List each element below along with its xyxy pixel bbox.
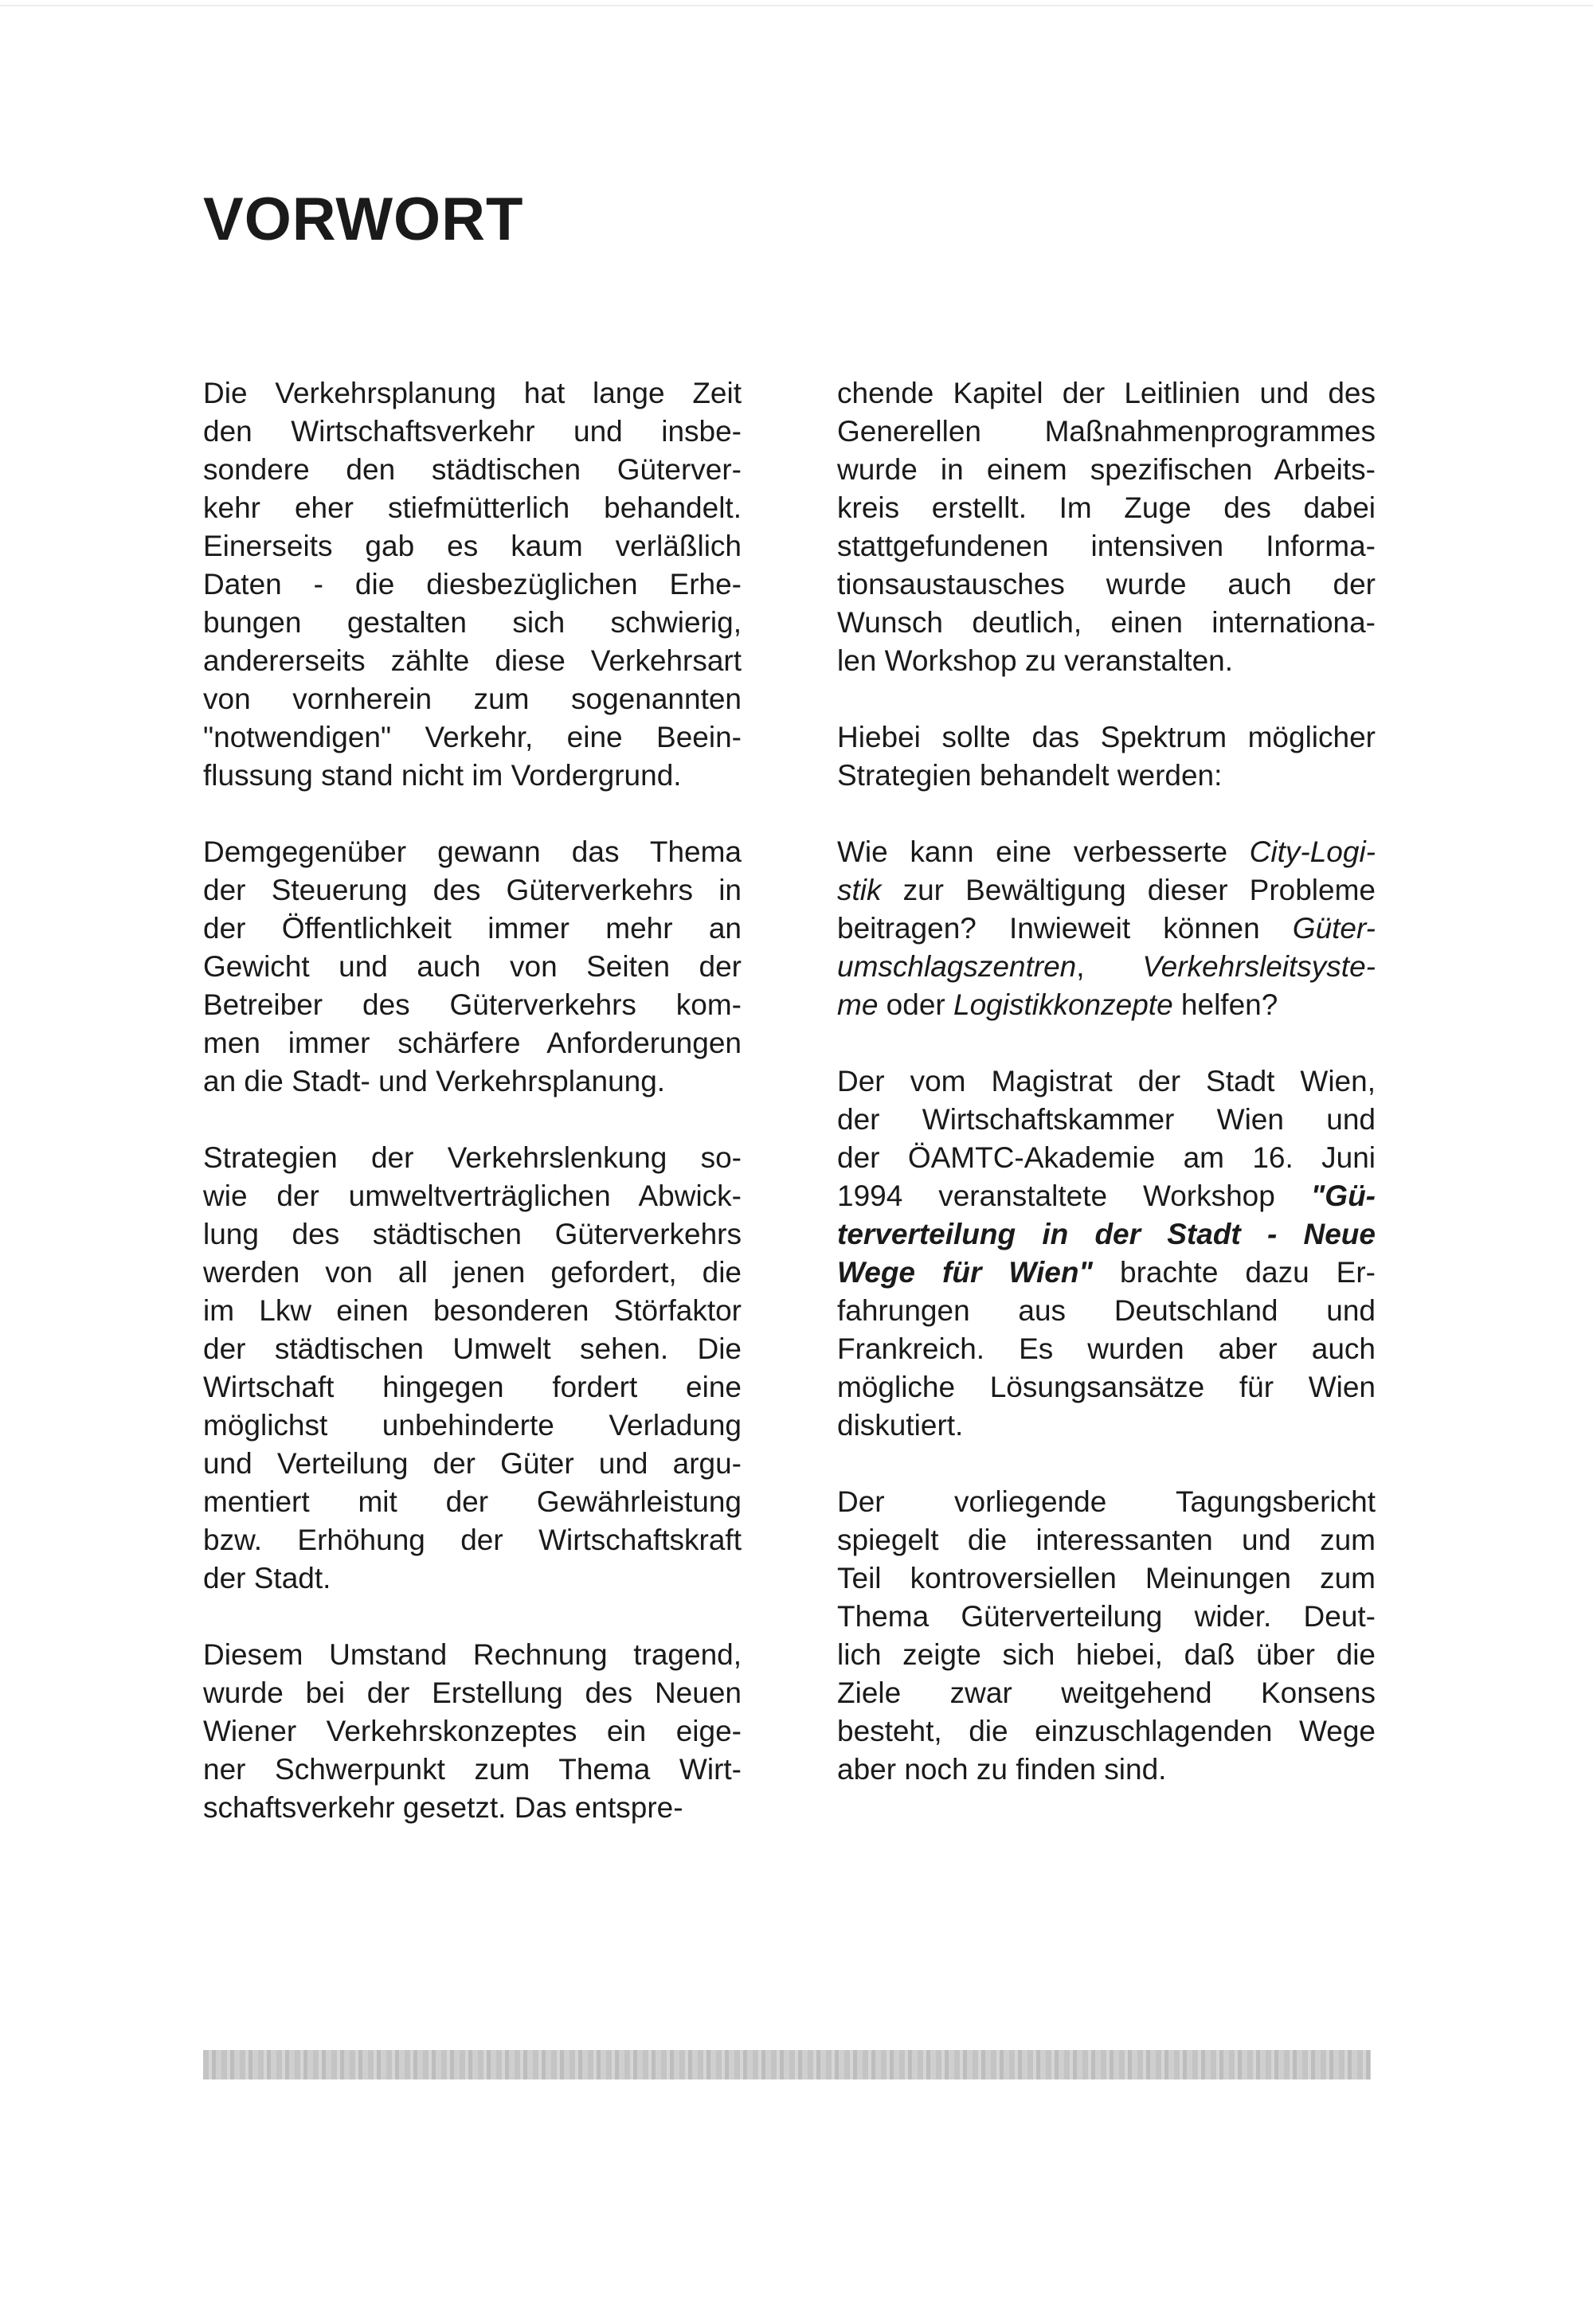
text-segment: brachte dazu Er- — [1092, 1256, 1376, 1289]
text-segment: tionsaustausches wurde auch der — [837, 568, 1376, 601]
text-line — [837, 1368, 1376, 1407]
emphasized-text: Güter- — [1292, 912, 1376, 945]
text-segment: men immer schärfere Anforderungen — [203, 1027, 742, 1059]
emphasized-text: terverteilung in der Stadt - Neue — [837, 1218, 1376, 1250]
text-line — [837, 1712, 1376, 1751]
text-line — [203, 1789, 742, 1827]
text-segment: Betreiber des Güterverkehrs kom- — [203, 988, 742, 1021]
text-line — [203, 757, 742, 795]
text-line — [837, 718, 1376, 757]
text-segment: der städtischen Umwelt sehen. Die — [203, 1332, 742, 1365]
emphasized-text: me — [837, 988, 879, 1021]
text-line — [837, 1215, 1376, 1254]
text-segment: diskutiert. — [837, 1409, 964, 1442]
text-line — [203, 1674, 742, 1712]
text-column-left — [203, 374, 742, 1865]
text-segment: mögliche Lösungsansätze für Wien — [837, 1371, 1376, 1403]
paragraph — [837, 718, 1376, 795]
text-line — [837, 489, 1376, 527]
paragraph — [203, 833, 742, 1101]
text-line — [203, 1751, 742, 1789]
text-segment: wurde in einem spezifischen Arbeits- — [837, 453, 1376, 486]
text-segment: , — [1076, 950, 1143, 983]
text-line — [837, 413, 1376, 451]
footer-decorative-bar — [203, 2050, 1371, 2079]
paragraph — [203, 374, 742, 795]
text-segment: Wiener Verkehrskonzeptes ein eige- — [203, 1715, 742, 1747]
text-segment: ner Schwerpunkt zum Thema Wirt- — [203, 1753, 742, 1786]
text-segment: wie der umweltverträglichen Abwick- — [203, 1180, 742, 1212]
text-line — [203, 1407, 742, 1445]
text-line — [203, 910, 742, 948]
text-segment: Wirtschaft hingegen fordert eine — [203, 1371, 742, 1403]
text-segment: oder — [878, 988, 954, 1021]
text-line — [203, 1177, 742, 1215]
text-segment: Ziele zwar weitgehend Konsens — [837, 1676, 1376, 1709]
page-title: VORWORT — [203, 186, 524, 253]
text-line — [203, 1445, 742, 1483]
text-line — [203, 374, 742, 413]
text-segment: kreis erstellt. Im Zuge des dabei — [837, 491, 1376, 524]
emphasized-text: umschlagszentren — [837, 950, 1077, 983]
text-segment: bzw. Erhöhung der Wirtschaftskraft — [203, 1524, 742, 1556]
text-segment: Der vorliegende Tagungsbericht — [837, 1485, 1376, 1518]
text-segment: Wie kann eine verbesserte — [837, 835, 1250, 868]
text-segment: Gewicht und auch von Seiten der — [203, 950, 742, 983]
text-line — [203, 1292, 742, 1330]
text-segment: Der vom Magistrat der Stadt Wien, — [837, 1065, 1376, 1097]
text-line — [203, 1559, 742, 1598]
text-line — [203, 1712, 742, 1751]
text-line — [837, 1751, 1376, 1789]
text-line — [837, 1598, 1376, 1636]
text-line — [837, 1521, 1376, 1559]
text-line — [203, 1330, 742, 1368]
text-line — [203, 527, 742, 565]
text-segment: an die Stadt- und Verkehrsplanung. — [203, 1065, 666, 1097]
text-segment: werden von all jenen gefordert, die — [203, 1256, 742, 1289]
text-line — [837, 1177, 1376, 1215]
text-line — [203, 833, 742, 871]
text-segment: Demgegenüber gewann das Thema — [203, 835, 742, 868]
text-segment: bungen gestalten sich schwierig, — [203, 606, 742, 639]
text-line — [203, 1483, 742, 1521]
text-segment: möglichst unbehinderte Verladung — [203, 1409, 742, 1442]
text-line — [837, 527, 1376, 565]
text-segment: schaftsverkehr gesetzt. Das entspre- — [203, 1791, 683, 1824]
text-line — [837, 1559, 1376, 1598]
text-segment: len Workshop zu veranstalten. — [837, 644, 1234, 677]
text-segment: beitragen? Inwieweit können — [837, 912, 1293, 945]
text-line — [203, 413, 742, 451]
text-column-right — [837, 374, 1376, 1827]
text-segment: flussung stand nicht im Vordergrund. — [203, 759, 682, 792]
text-segment: Teil kontroversiellen Meinungen zum — [837, 1562, 1376, 1594]
text-line — [837, 1292, 1376, 1330]
text-line — [837, 374, 1376, 413]
text-line — [203, 451, 742, 489]
emphasized-text: Wege für Wien" — [837, 1256, 1093, 1289]
paragraph — [837, 1483, 1376, 1789]
text-line — [837, 1330, 1376, 1368]
text-line — [203, 1368, 742, 1407]
text-line — [837, 642, 1376, 680]
paragraph — [203, 1636, 742, 1827]
text-line — [837, 986, 1376, 1024]
text-segment: fahrungen aus Deutschland und — [837, 1294, 1376, 1327]
text-segment: den Wirtschaftsverkehr und insbe- — [203, 415, 742, 448]
text-segment: der Wirtschaftskammer Wien und — [837, 1103, 1376, 1136]
text-line — [203, 1215, 742, 1254]
text-segment: lung des städtischen Güterverkehrs — [203, 1218, 742, 1250]
text-segment: zur Bewältigung dieser Probleme — [881, 874, 1376, 906]
paragraph — [837, 833, 1376, 1024]
text-segment: "notwendigen" Verkehr, eine Beein- — [203, 721, 742, 753]
text-segment: spiegelt die interessanten und zum — [837, 1524, 1376, 1556]
text-line — [203, 986, 742, 1024]
text-line — [837, 1139, 1376, 1177]
text-line — [203, 565, 742, 604]
text-line — [837, 1254, 1376, 1292]
text-line — [203, 1139, 742, 1177]
text-segment: der Steuerung des Güterverkehrs in — [203, 874, 742, 906]
text-line — [837, 1674, 1376, 1712]
text-segment: 1994 veranstaltete Workshop — [837, 1180, 1311, 1212]
text-line — [837, 451, 1376, 489]
text-segment: lich zeigte sich hiebei, daß über die — [837, 1638, 1376, 1671]
text-segment: der Öffentlichkeit immer mehr an — [203, 912, 742, 945]
text-segment: und Verteilung der Güter und argu- — [203, 1447, 742, 1480]
text-line — [203, 948, 742, 986]
text-segment: sondere den städtischen Güterver- — [203, 453, 742, 486]
emphasized-text: Logistikkonzepte — [953, 988, 1173, 1021]
text-line — [203, 604, 742, 642]
text-segment: Daten - die diesbezüglichen Erhe- — [203, 568, 742, 601]
text-line — [837, 1483, 1376, 1521]
text-line — [203, 642, 742, 680]
emphasized-text: "Gü- — [1310, 1180, 1376, 1212]
text-line — [837, 1636, 1376, 1674]
text-line — [837, 1101, 1376, 1139]
text-line — [837, 948, 1376, 986]
text-line — [837, 565, 1376, 604]
text-line — [203, 718, 742, 757]
text-segment: besteht, die einzuschlagenden Wege — [837, 1715, 1376, 1747]
text-line — [203, 489, 742, 527]
paragraph — [203, 1139, 742, 1598]
text-segment: wurde bei der Erstellung des Neuen — [203, 1676, 742, 1709]
text-line — [203, 1636, 742, 1674]
text-segment: Hiebei sollte das Spektrum möglicher — [837, 721, 1376, 753]
text-segment: helfen? — [1172, 988, 1278, 1021]
text-segment: mentiert mit der Gewährleistung — [203, 1485, 742, 1518]
text-line — [837, 757, 1376, 795]
text-line — [203, 871, 742, 910]
emphasized-text: stik — [837, 874, 882, 906]
emphasized-text: Verkehrsleitsyste- — [1142, 950, 1376, 983]
text-segment: stattgefundenen intensiven Informa- — [837, 530, 1376, 562]
text-segment: aber noch zu finden sind. — [837, 1753, 1167, 1786]
text-segment: Frankreich. Es wurden aber auch — [837, 1332, 1376, 1365]
text-line — [837, 1407, 1376, 1445]
text-line — [837, 1062, 1376, 1101]
text-segment: Einerseits gab es kaum verläßlich — [203, 530, 742, 562]
text-segment: andererseits zählte diese Verkehrsart — [203, 644, 742, 677]
text-line — [203, 1062, 742, 1101]
text-line — [837, 871, 1376, 910]
text-segment: chende Kapitel der Leitlinien und des — [837, 377, 1376, 409]
text-segment: kehr eher stiefmütterlich behandelt. — [203, 491, 742, 524]
text-line — [837, 604, 1376, 642]
text-segment: Die Verkehrsplanung hat lange Zeit — [203, 377, 742, 409]
text-segment: von vornherein zum sogenannten — [203, 683, 742, 715]
text-segment: Strategien behandelt werden: — [837, 759, 1223, 792]
text-segment: Thema Güterverteilung wider. Deut- — [837, 1600, 1376, 1633]
paragraph — [837, 374, 1376, 680]
scan-edge-line — [0, 5, 1593, 6]
text-segment: der Stadt. — [203, 1562, 331, 1594]
emphasized-text: City-Logi- — [1249, 835, 1376, 868]
text-segment: Diesem Umstand Rechnung tragend, — [203, 1638, 742, 1671]
text-line — [203, 1254, 742, 1292]
text-line — [203, 1521, 742, 1559]
text-line — [203, 680, 742, 718]
paragraph — [837, 1062, 1376, 1445]
text-segment: Generellen Maßnahmenprogrammes — [837, 415, 1376, 448]
text-line — [837, 833, 1376, 871]
text-line — [203, 1024, 742, 1062]
text-segment: Strategien der Verkehrslenkung so- — [203, 1141, 742, 1174]
text-line — [837, 910, 1376, 948]
text-segment: Wunsch deutlich, einen internationa- — [837, 606, 1376, 639]
text-segment: der ÖAMTC-Akademie am 16. Juni — [837, 1141, 1376, 1174]
text-segment: im Lkw einen besonderen Störfaktor — [203, 1294, 742, 1327]
